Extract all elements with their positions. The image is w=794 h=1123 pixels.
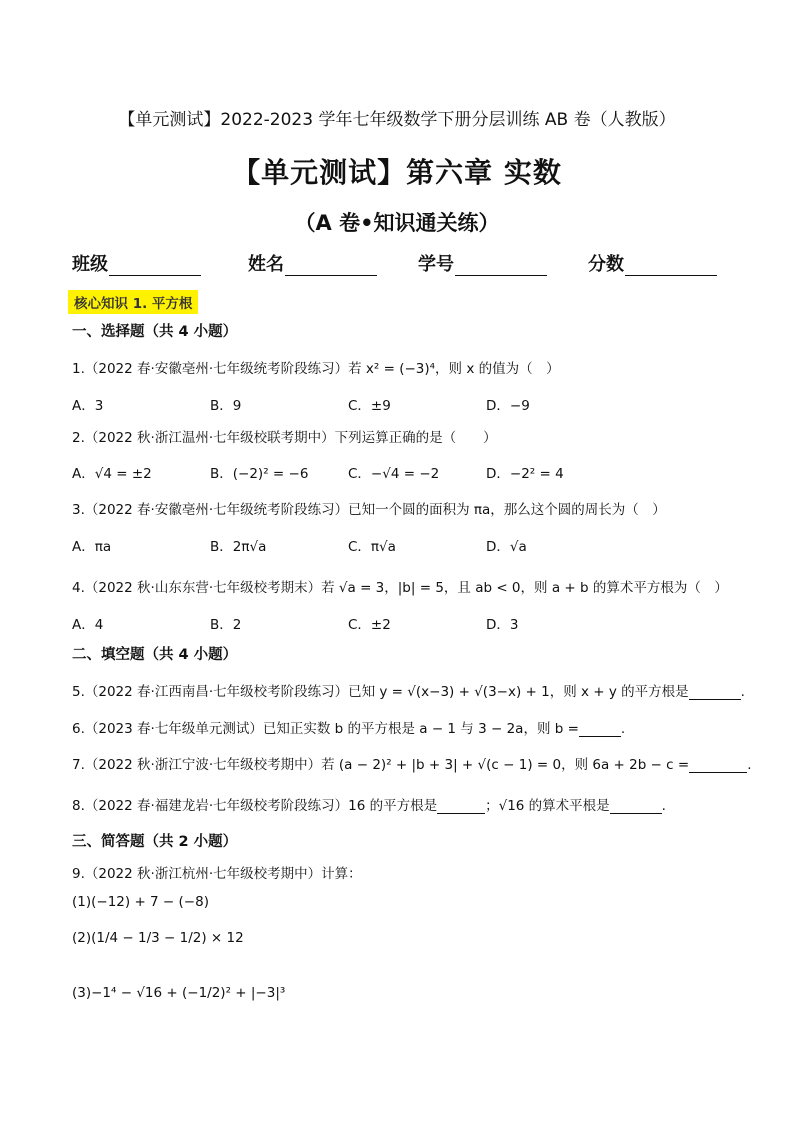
question-6-text: 6.（2023 春·七年级单元测试）已知正实数 b 的平方根是 a − 1 与 3 − 2a，则 b = <box>72 721 579 737</box>
q3-option-c[interactable]: C．π√a <box>348 539 396 555</box>
q3-option-a[interactable]: A．πa <box>72 539 112 555</box>
q1-option-a[interactable]: A．3 <box>72 398 104 414</box>
question-6-end: . <box>620 721 626 737</box>
q5-answer-blank[interactable] <box>689 685 741 700</box>
question-9-part-1: (1)(−12) + 7 − (−8) <box>72 894 209 910</box>
score-label: 分数 <box>588 254 624 275</box>
q4-option-d[interactable]: D．3 <box>486 617 519 633</box>
question-1: 1.（2022 春·安徽亳州·七年级统考阶段练习）若 x² = (−3)⁴，则 x 的值为（ ） <box>72 361 560 377</box>
class-blank[interactable] <box>109 257 201 276</box>
student-id-blank[interactable] <box>455 257 547 276</box>
question-9: 9.（2022 秋·浙江杭州·七年级校考期中）计算： <box>72 866 362 882</box>
question-8-end: . <box>661 798 666 814</box>
q6-answer-blank[interactable] <box>579 722 621 737</box>
q8-answer-blank-1[interactable] <box>437 799 485 814</box>
question-7 <box>72 753 752 773</box>
q3-option-b[interactable]: B．2π√a <box>210 539 267 555</box>
q2-option-d[interactable]: D．−2² = 4 <box>486 466 564 482</box>
section-short-heading: 三、简答题（共 2 小题） <box>72 834 238 850</box>
question-4: 4.（2022 秋·山东东营·七年级校考期末）若 √a = 3，|b| = 5，且 ab < 0，则 a + b 的算术平方根为（ ） <box>72 580 728 596</box>
question-5 <box>72 680 745 700</box>
q4-option-a[interactable]: A．4 <box>72 617 104 633</box>
q2-option-c[interactable]: C．−√4 = −2 <box>348 466 440 482</box>
series-title: 【单元测试】2022-2023 学年七年级数学下册分层训练 AB 卷（人教版） <box>118 110 676 130</box>
question-3: 3.（2022 春·安徽亳州·七年级统考阶段练习）已知一个圆的面积为 πa，那么这个圆的周长为（ ） <box>72 502 666 518</box>
q2-option-b[interactable]: B．(−2)² = −6 <box>210 466 309 482</box>
q4-option-b[interactable]: B．2 <box>210 617 242 633</box>
q1-option-d[interactable]: D．−9 <box>486 398 530 414</box>
question-8-text-b: ；√16 的算术平根是 <box>485 798 610 814</box>
question-9-part-3: (3)−1⁴ − √16 + (−1/2)² + |−3|³ <box>72 985 286 1001</box>
question-5-text: 5.（2022 春·江西南昌·七年级校考阶段练习）已知 y = √(x−3) + √(3−x) + 1，则 x + y 的平方根是 <box>72 684 689 700</box>
score-blank[interactable] <box>625 257 717 276</box>
name-blank[interactable] <box>285 257 377 276</box>
question-7-text: 7.（2022 秋·浙江宁波·七年级校考期中）若 (a − 2)² + |b + 3| + √(c − 1) = 0，则 6a + 2b − c = <box>72 757 690 773</box>
question-8-text-a: 8.（2022 春·福建龙岩·七年级校考阶段练习）16 的平方根是 <box>72 798 438 814</box>
q1-option-c[interactable]: C．±9 <box>348 398 391 414</box>
question-6 <box>72 717 625 737</box>
section-choice-heading: 一、选择题（共 4 小题） <box>72 324 238 340</box>
question-2: 2.（2022 秋·浙江温州·七年级校联考期中）下列运算正确的是（ ） <box>72 430 497 446</box>
q3-option-d[interactable]: D．√a <box>486 539 527 555</box>
q7-answer-blank[interactable] <box>689 758 747 773</box>
question-5-end: . <box>740 684 745 700</box>
score-field[interactable] <box>588 250 717 276</box>
name-field[interactable] <box>248 250 377 276</box>
q2-option-a[interactable]: A．√4 = ±2 <box>72 466 152 482</box>
question-9-part-2: (2)(1/4 − 1/3 − 1/2) × 12 <box>72 930 244 946</box>
section-fill-heading: 二、填空题（共 4 小题） <box>72 647 238 663</box>
question-7-end: . <box>747 757 752 773</box>
q4-option-c[interactable]: C．±2 <box>348 617 391 633</box>
class-field[interactable] <box>72 250 201 276</box>
class-label: 班级 <box>72 254 108 275</box>
main-title: 【单元测试】第六章 实数 <box>232 156 562 189</box>
q8-answer-blank-2[interactable] <box>610 799 662 814</box>
sub-title: （A 卷•知识通关练） <box>294 211 500 235</box>
student-id-field[interactable] <box>418 250 547 276</box>
knowledge-tag: 核心知识 1. 平方根 <box>68 290 198 314</box>
student-id-label: 学号 <box>418 254 454 275</box>
q1-option-b[interactable]: B．9 <box>210 398 242 414</box>
question-8 <box>72 794 666 814</box>
name-label: 姓名 <box>248 254 284 275</box>
